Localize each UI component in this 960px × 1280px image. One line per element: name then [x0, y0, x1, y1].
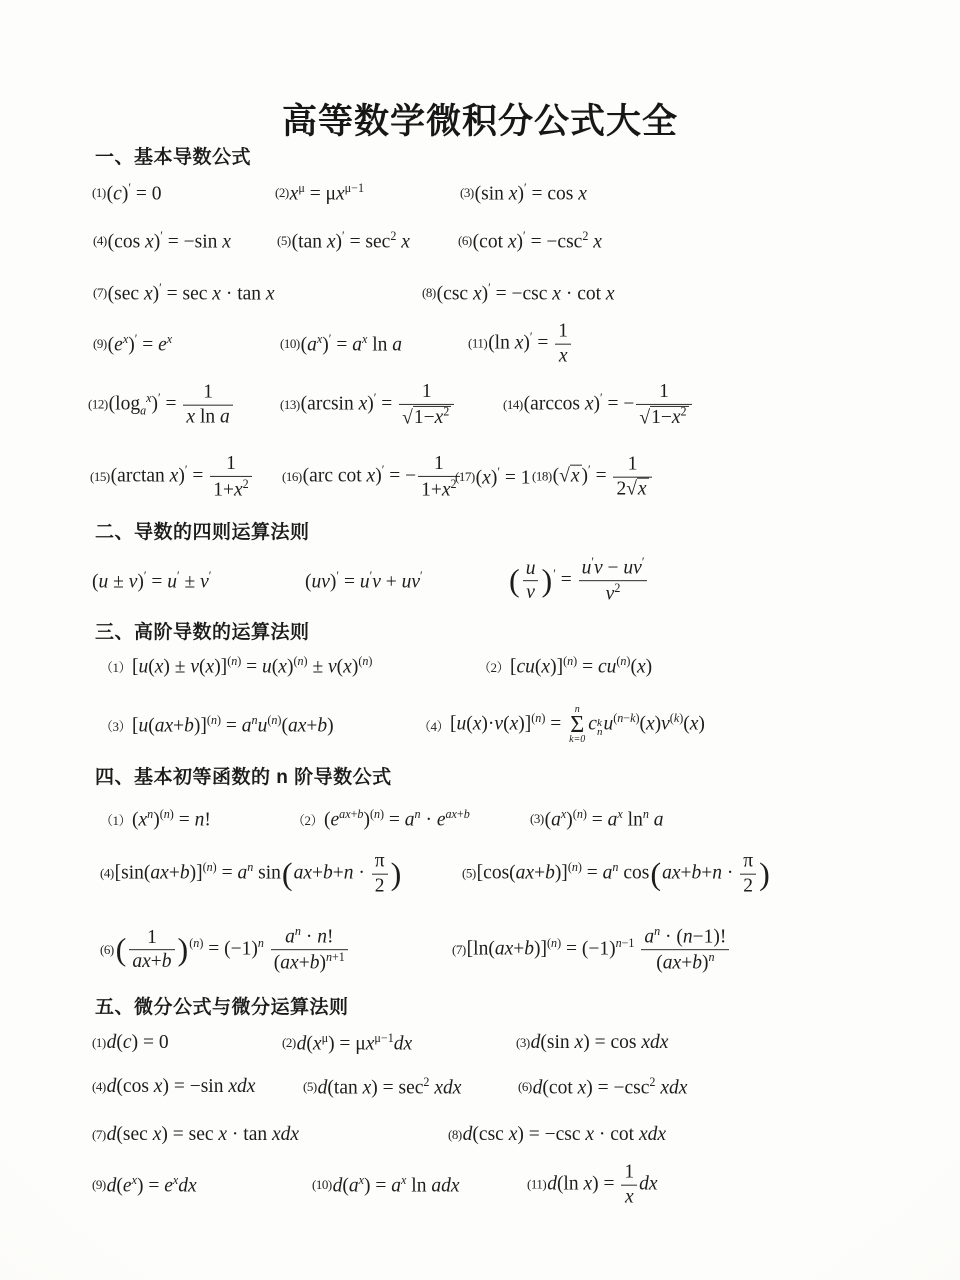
formula-d1	[92, 181, 161, 206]
formula-math: d(sec x) = sec x · tan xdx	[106, 1124, 300, 1145]
formula-number: (6)	[518, 1079, 532, 1094]
formula-m1	[92, 1032, 169, 1054]
formula-number: (5)	[462, 866, 476, 881]
formula-number: (9)	[92, 1177, 106, 1192]
formula-number: （2）	[292, 812, 324, 828]
formula-row	[0, 1066, 960, 1108]
formula-d11	[468, 321, 573, 368]
formula-m7	[92, 1124, 299, 1146]
formula-number: （1）	[100, 659, 132, 675]
formula-m8	[448, 1124, 666, 1146]
formula-math: $(a^x)' = a^x$ ln a	[300, 331, 402, 356]
formula-math: $[\cos(ax+b)]^{(n)} = a^n$ cos(ax+b+n · $\frac{\pi}{2}$ )	[476, 850, 770, 897]
formula-row	[0, 316, 960, 372]
formula-number: (1)	[92, 185, 106, 200]
formula-d18	[532, 454, 654, 501]
formula-d10	[280, 332, 402, 357]
formula-h34	[418, 705, 705, 745]
formula-number: (18)	[532, 469, 552, 484]
formula-n6	[100, 925, 350, 975]
formula-math: (arccos x)′ = − $\frac{1}{√1-x^2}$	[524, 381, 694, 429]
formula-math: d(c) = 0	[106, 1032, 169, 1053]
formula-math: d(ln x) = $\frac{1}{x}$ dx	[547, 1161, 658, 1208]
formula-number: (4)	[92, 1079, 106, 1094]
formula-math: $d(e^x) = e^xdx$	[106, 1172, 197, 1197]
formula-number: (2)	[282, 1035, 296, 1050]
formula-math: (√x )′ = $\frac{1}{2√x}$	[553, 454, 654, 501]
formula-number: (7)	[452, 942, 466, 957]
formula-number: (15)	[90, 469, 110, 484]
formula-math: (x)′ = 1	[475, 464, 531, 489]
formula-number: (13)	[280, 397, 300, 412]
formula-d8	[422, 281, 615, 306]
formula-number: (2)	[275, 185, 289, 200]
formula-d16	[282, 453, 462, 501]
formula-d5	[277, 229, 410, 254]
formula-math: (ln x)′ = $\frac{1}{x}$	[488, 321, 573, 368]
formula-n5	[462, 851, 771, 898]
formula-number: (6)	[100, 942, 114, 957]
formula-number: (5)	[303, 1079, 317, 1094]
formula-math: ( $\frac{1}{ax+b}$ )$^{(n)} = (-1)^n$ $\frac{a^n \cdot n!}{(ax+b)^{n+1}}$	[115, 925, 350, 975]
formula-row	[0, 220, 960, 262]
formula-math: $[\ln(ax+b)]^{(n)} = (-1)^{n-1}$ $\frac{a^n \cdot (n-1)!}{(ax+b)^n}$	[467, 925, 732, 975]
formula-math: (u ± v)′ = u′ ± v′	[92, 568, 212, 593]
formula-number: (5)	[277, 233, 291, 248]
formula-number: (1)	[92, 1035, 106, 1050]
page-title: 高等数学微积分公式大全	[281, 102, 678, 141]
formula-row	[0, 172, 960, 214]
formula-math: d(sin x) = cos xdx	[530, 1032, 669, 1053]
formula-d15	[90, 453, 254, 501]
formula-d6	[458, 229, 602, 254]
formula-math: (c)′ = 0	[106, 180, 162, 205]
formula-math: $d(x^\mu) = \mu x^{\mu-1}dx$	[296, 1030, 413, 1055]
formula-number: （2）	[478, 659, 510, 675]
formula-number: (9)	[93, 336, 107, 351]
formula-number: (16)	[282, 469, 302, 484]
formula-h32	[478, 654, 652, 679]
formula-number: (4)	[93, 233, 107, 248]
formula-row	[0, 374, 960, 436]
formula-number: （4）	[418, 718, 450, 734]
formula-math: (arc cot x)′ = − $\frac{1}{1+x^2}$	[303, 453, 462, 501]
formula-d2	[275, 181, 364, 206]
formula-math: (tan $x)' = \sec^2 x$	[291, 228, 410, 253]
formula-math: d(csc x) = −csc x · cot xdx	[462, 1124, 667, 1145]
formula-math: (cot $x)' = -\csc^2$ x	[472, 228, 602, 253]
formula-number: （3）	[100, 718, 132, 734]
formula-math: (cos x)′ = −sin x	[107, 228, 231, 253]
formula-number: (12)	[88, 397, 108, 412]
formula-row	[0, 696, 960, 754]
formula-number: (11)	[527, 1177, 547, 1192]
section-heading-2: 二、导数的四则运算法则	[95, 522, 310, 543]
section-heading-1: 一、基本导数公式	[95, 147, 252, 168]
formula-math: $x^\mu = \mu x^{\mu-1}$	[289, 180, 364, 205]
formula-row	[0, 842, 960, 906]
formula-number: (17)	[455, 469, 475, 484]
formula-d17	[455, 465, 530, 490]
formula-row	[0, 548, 960, 614]
formula-row	[0, 912, 960, 988]
formula-d3	[460, 181, 587, 206]
formula-math: $[u(x)\cdot v(x)]^{(n)}$ = n Σ k=0 c k n $u^{(n-k)}(x)v^{(k)}(x)$	[450, 703, 705, 746]
section-heading-4: 四、基本初等函数的 n 阶导数公式	[95, 767, 392, 788]
formula-m11	[527, 1162, 658, 1209]
formula-number: (10)	[280, 336, 300, 351]
formula-number: (3)	[516, 1035, 530, 1050]
formula-d9	[93, 332, 172, 357]
formula-h33	[100, 713, 334, 738]
formula-math: $[\sin(ax+b)]^{(n)} = a^n$ sin(ax+b+n · $\frac{\pi}{2}$ )	[114, 850, 402, 897]
formula-number: (10)	[312, 1177, 332, 1192]
formula-math: $[u(x) \pm v(x)]^{(n)} = u(x)^{(n)} \pm v(x)^{(n)}$	[132, 653, 373, 678]
formula-number: (4)	[100, 866, 114, 881]
formula-m9	[92, 1173, 197, 1198]
formula-math: (sin x)′ = cos x	[474, 180, 587, 205]
formula-math: (arctan x)′ = $\frac{1}{1+x^2}$	[111, 453, 254, 501]
formula-d7	[93, 281, 275, 306]
formula-math: $(x^n)^{(n)} = n$!	[132, 806, 211, 831]
formula-d13	[280, 381, 456, 429]
formula-math: d(cot $x) = -\csc^2$ xdx	[532, 1074, 688, 1099]
formula-row	[0, 444, 960, 510]
formula-math: (csc x)′ = −csc x · cot x	[436, 280, 615, 305]
formula-number: (3)	[530, 811, 544, 826]
formula-number: (8)	[448, 1127, 462, 1142]
section-heading-3: 三、高阶导数的运算法则	[95, 622, 310, 643]
formula-row	[0, 796, 960, 842]
formula-m2	[282, 1031, 412, 1056]
formula-m10	[312, 1173, 460, 1198]
formula-math: $(e^x)' = e^x$	[107, 331, 173, 356]
formula-r3	[508, 556, 649, 606]
formula-number: (7)	[92, 1127, 106, 1142]
formula-math: $(a^x)^{(n)} = a^x$ $\ln^n a$	[544, 806, 664, 831]
formula-number: (6)	[458, 233, 472, 248]
formula-math: (arcsin x)′ = $\frac{1}{√1-x^2}$	[301, 381, 457, 429]
formula-row	[0, 1156, 960, 1214]
formula-n4	[100, 851, 402, 898]
formula-m5	[303, 1075, 461, 1100]
formula-n3	[530, 807, 664, 832]
formula-row	[0, 642, 960, 690]
formula-math: (uv)′ = u′v + uv′	[305, 568, 423, 593]
formula-r1	[92, 569, 211, 594]
formula-math: $(e^{ax+b})^{(n)} = a^n \cdot e^{ax+b}$	[324, 806, 470, 831]
formula-math: (sec x)′ = sec x · tan x	[107, 280, 275, 305]
formula-math: ( $\frac{u}{v}$ )′ = $\frac{u'v - uv'}{v^2}$	[508, 556, 649, 606]
formula-number: (14)	[503, 397, 523, 412]
formula-m3	[516, 1032, 668, 1054]
formula-math: $[u(ax+b)]^{(n)} = a^nu^{(n)}(ax+b)$	[132, 712, 334, 737]
formula-math: $(\log_a^x)'$ = $\frac{1}{\text{x ln a}}$	[109, 382, 235, 429]
formula-math: d(cos x) = −sin xdx	[106, 1076, 256, 1097]
formula-number: (7)	[93, 285, 107, 300]
formula-h31	[100, 654, 372, 679]
formula-math: d(tan $x) = \sec^2$ xdx	[317, 1074, 462, 1099]
formula-number: (3)	[460, 185, 474, 200]
formula-number: (11)	[468, 336, 488, 351]
formula-number: (8)	[422, 285, 436, 300]
formula-math: $d(a^x) = a^x$ ln adx	[332, 1172, 460, 1197]
formula-row	[0, 1114, 960, 1156]
section-heading-5: 五、微分公式与微分运算法则	[95, 997, 349, 1018]
formula-n7	[452, 925, 731, 975]
formula-r2	[305, 569, 423, 594]
formula-m4	[92, 1076, 255, 1098]
formula-math: $[cu(x)]^{(n)} = cu^{(n)}(x)$	[510, 653, 653, 678]
formula-n2	[292, 807, 470, 832]
formula-m6	[518, 1075, 687, 1100]
formula-n1	[100, 807, 211, 832]
formula-row	[0, 272, 960, 314]
formula-d14	[503, 381, 694, 429]
formula-number: （1）	[100, 812, 132, 828]
formula-d4	[93, 229, 231, 254]
formula-d12	[88, 382, 235, 429]
formula-row	[0, 1022, 960, 1064]
